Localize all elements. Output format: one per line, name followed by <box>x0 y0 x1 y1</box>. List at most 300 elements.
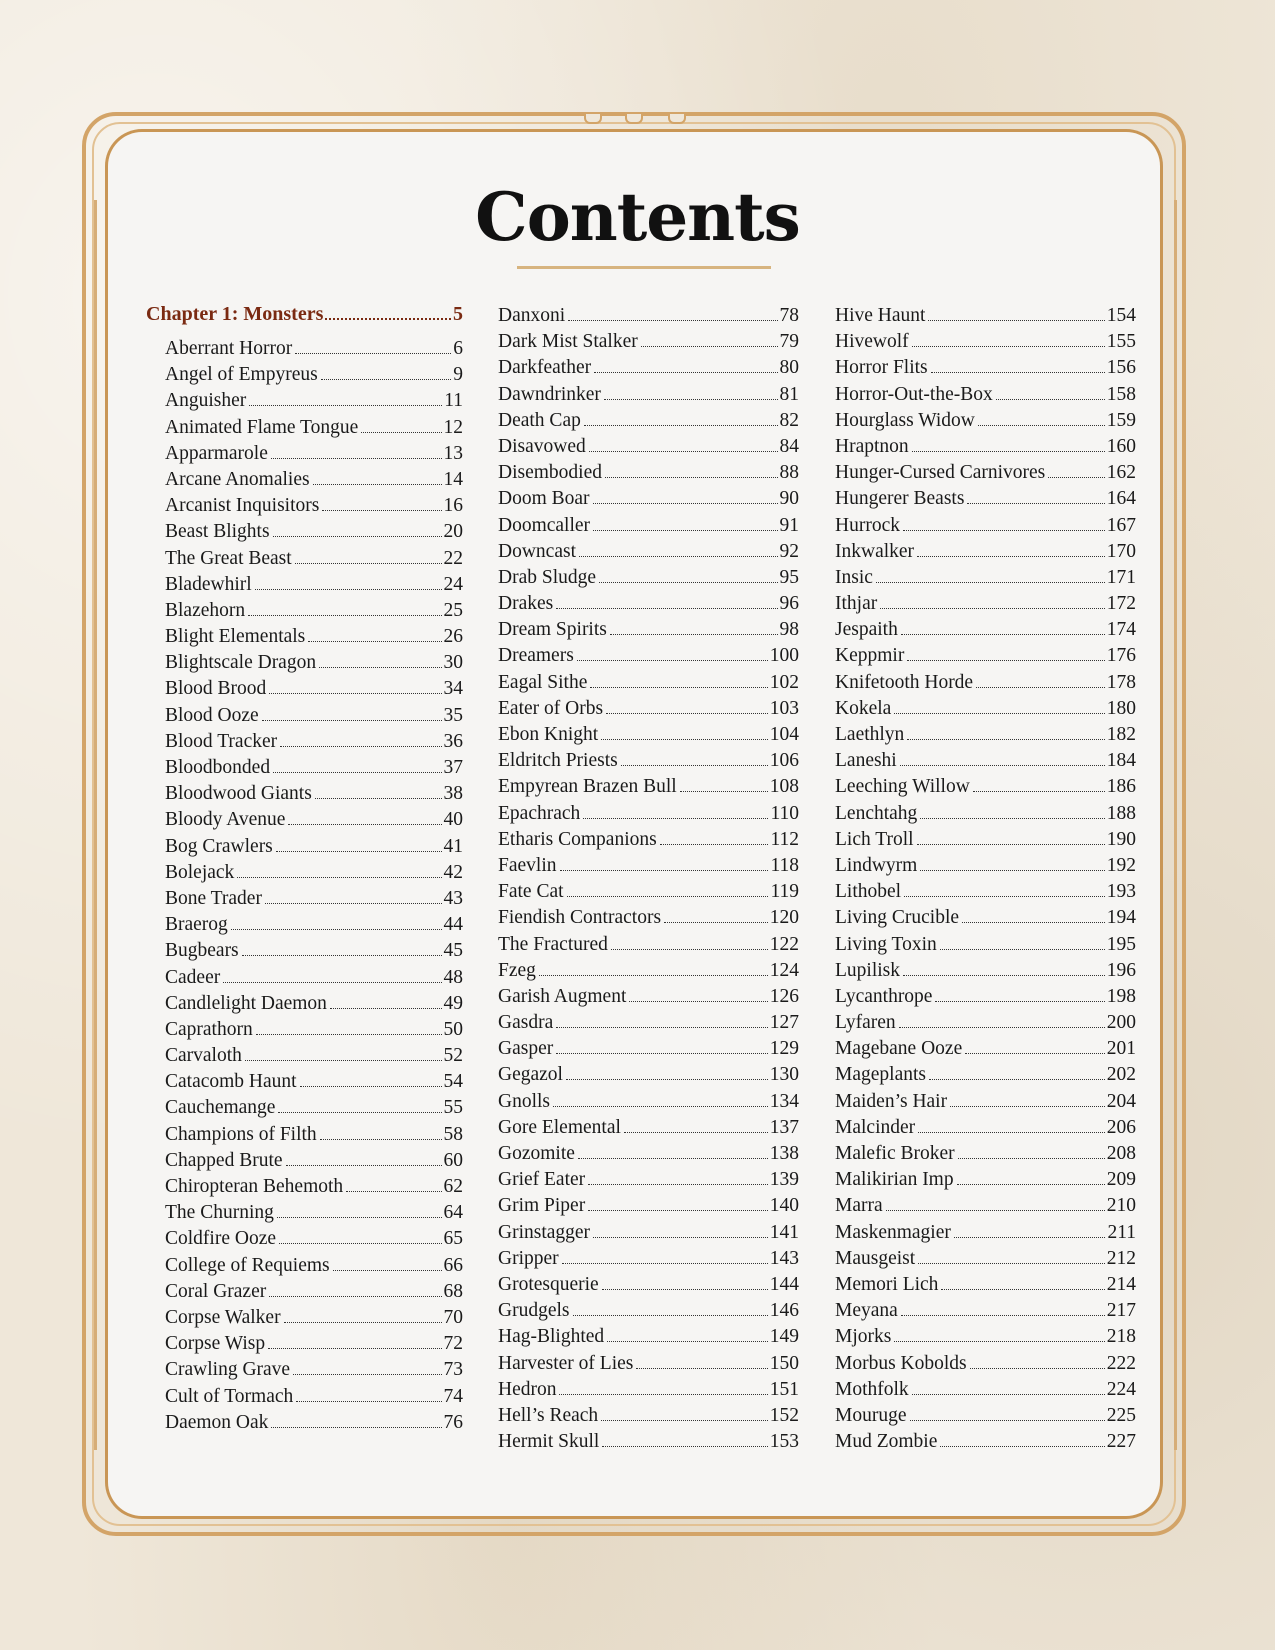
toc-entry[interactable] <box>498 1429 799 1455</box>
toc-entry[interactable] <box>835 748 1136 774</box>
toc-entry-title: The Churning <box>165 1202 274 1224</box>
dot-leader <box>278 1112 441 1113</box>
toc-entry[interactable] <box>498 303 799 329</box>
dot-leader <box>962 922 1105 923</box>
toc-column-1 <box>146 303 463 1436</box>
toc-entry[interactable] <box>498 984 799 1010</box>
toc-entry-title: Hunger-Cursed Carnivores <box>835 462 1046 484</box>
dot-leader <box>641 346 778 347</box>
toc-entry[interactable] <box>498 801 799 827</box>
toc-entry-page: 14 <box>443 468 463 490</box>
toc-entry-title: Apparmarole <box>165 442 268 464</box>
toc-entry-page: 180 <box>1106 697 1136 719</box>
dot-leader <box>664 922 768 923</box>
toc-entry[interactable] <box>835 801 1136 827</box>
toc-entry[interactable] <box>835 696 1136 722</box>
toc-entry[interactable] <box>146 886 463 912</box>
toc-entry[interactable] <box>146 965 463 991</box>
toc-entry-title: Anguisher <box>165 390 247 412</box>
toc-entry-page: 134 <box>769 1090 799 1112</box>
toc-entry[interactable] <box>498 1220 799 1246</box>
toc-entry-title: Death Cap <box>498 409 581 431</box>
dot-leader <box>273 536 442 537</box>
toc-entry-title: Grief Eater <box>498 1169 586 1191</box>
toc-entry-page: 182 <box>1106 724 1136 745</box>
toc-entry[interactable] <box>835 722 1136 748</box>
toc-entry[interactable] <box>498 1089 799 1115</box>
dot-leader <box>361 432 441 433</box>
toc-entry-title: Danxoni <box>498 305 566 326</box>
frame-notch-top-right <box>668 114 686 124</box>
toc-entry-title: Harvester of Lies <box>498 1352 634 1374</box>
toc-entry[interactable] <box>498 879 799 905</box>
toc-entry[interactable] <box>835 1193 1136 1219</box>
toc-entry[interactable] <box>498 905 799 931</box>
toc-entry-title: Arcane Anomalies <box>165 468 310 490</box>
dot-leader <box>894 713 1104 714</box>
toc-entry[interactable] <box>146 1148 463 1174</box>
toc-entry-page: 43 <box>443 887 463 909</box>
toc-entry[interactable] <box>146 807 463 833</box>
toc-entry[interactable] <box>498 329 799 355</box>
toc-entry-page: 22 <box>443 547 463 569</box>
toc-entry[interactable] <box>498 1115 799 1141</box>
toc-entry[interactable] <box>146 388 463 414</box>
toc-entry[interactable] <box>498 1298 799 1324</box>
toc-entry[interactable] <box>498 670 799 696</box>
toc-entry-title: Blazehorn <box>165 599 246 621</box>
toc-entry-title: Faevlin <box>498 854 557 876</box>
dot-leader <box>300 1086 442 1087</box>
toc-entry[interactable] <box>146 1384 463 1410</box>
toc-entry-page: 160 <box>1106 435 1136 457</box>
toc-entry-title: Lindwyrm <box>835 854 918 876</box>
dot-leader <box>269 1296 441 1297</box>
toc-entry-page: 92 <box>779 540 799 562</box>
toc-entry-title: Disavowed <box>498 435 586 457</box>
toc-entry[interactable] <box>835 1246 1136 1272</box>
toc-entry-page: 176 <box>1106 645 1136 667</box>
toc-entry[interactable] <box>835 827 1136 853</box>
dot-leader <box>918 1263 1105 1264</box>
dot-leader <box>599 582 777 583</box>
toc-entry[interactable] <box>835 643 1136 669</box>
toc-entry-page: 152 <box>769 1404 799 1426</box>
dot-leader <box>268 1348 441 1349</box>
dot-leader <box>265 903 442 904</box>
toc-entry-title: Magebane Ooze <box>835 1038 963 1060</box>
toc-entry-title: Hivewolf <box>835 331 909 353</box>
toc-entry[interactable] <box>498 434 799 460</box>
dot-leader <box>958 1158 1105 1159</box>
toc-entry[interactable] <box>835 670 1136 696</box>
toc-entry-title: Dream Spirits <box>498 619 607 641</box>
toc-entry[interactable] <box>835 1403 1136 1429</box>
toc-entry[interactable] <box>146 598 463 624</box>
dot-leader <box>901 1315 1105 1316</box>
toc-entry[interactable] <box>498 932 799 958</box>
toc-entry-title: Mjorks <box>835 1326 892 1348</box>
toc-entry[interactable] <box>498 1036 799 1062</box>
toc-entry-page: 64 <box>443 1202 463 1224</box>
toc-entry-title: Maiden’s Hair <box>835 1090 948 1112</box>
toc-entry-page: 35 <box>443 704 463 726</box>
toc-entry[interactable] <box>146 624 463 650</box>
toc-entry-page: 37 <box>443 757 463 778</box>
toc-entry-page: 106 <box>769 750 799 772</box>
toc-entry[interactable] <box>498 1010 799 1036</box>
toc-entry[interactable] <box>835 774 1136 800</box>
toc-entry[interactable] <box>146 336 463 362</box>
dot-leader <box>941 1289 1104 1290</box>
toc-entry[interactable] <box>146 834 463 860</box>
toc-entry-title: Dreamers <box>498 645 574 667</box>
toc-entry[interactable] <box>835 408 1136 434</box>
toc-entry[interactable] <box>498 486 799 512</box>
toc-entry-page: 130 <box>769 1064 799 1086</box>
dot-leader <box>629 1001 767 1002</box>
toc-entry-page: 212 <box>1106 1247 1136 1269</box>
toc-entry-page: 137 <box>769 1116 799 1138</box>
toc-entry[interactable] <box>835 434 1136 460</box>
toc-entry[interactable] <box>498 748 799 774</box>
toc-entry-page: 138 <box>769 1143 799 1164</box>
toc-entry[interactable] <box>498 355 799 381</box>
toc-entry-title: Fiendish Contractors <box>498 907 662 929</box>
toc-entry-title: Keppmir <box>835 645 905 667</box>
toc-entry[interactable] <box>498 460 799 486</box>
toc-entry-title: Hag-Blighted <box>498 1326 605 1348</box>
frame-notch-top-left <box>584 114 602 124</box>
dot-leader <box>610 634 778 635</box>
toc-entry[interactable] <box>498 643 799 669</box>
toc-entry-title: Bladewhirl <box>165 573 252 595</box>
dot-leader <box>255 589 442 590</box>
toc-entry-title: Blood Ooze <box>165 704 259 726</box>
toc-entry-title: Mouruge <box>835 1404 907 1426</box>
toc-entry[interactable] <box>146 860 463 886</box>
toc-entry-page: 6 <box>453 338 463 359</box>
toc-entry-page: 24 <box>443 573 463 595</box>
toc-entry-page: 38 <box>443 783 463 805</box>
toc-entry-title: Hraptnon <box>835 435 909 457</box>
toc-entry[interactable] <box>835 1141 1136 1167</box>
toc-entry[interactable] <box>146 1410 463 1436</box>
toc-entry[interactable] <box>498 774 799 800</box>
toc-entry-page: 129 <box>769 1038 799 1060</box>
toc-entry-title: Doom Boar <box>498 488 590 510</box>
toc-entry-title: Leeching Willow <box>835 776 970 798</box>
toc-entry[interactable] <box>835 1272 1136 1298</box>
toc-entry-title: Gripper <box>498 1247 559 1269</box>
toc-entry-title: Hedron <box>498 1378 557 1400</box>
toc-entry[interactable] <box>835 1115 1136 1141</box>
toc-entry[interactable] <box>146 781 463 807</box>
toc-entry[interactable] <box>146 938 463 964</box>
toc-entry-title: Epachrach <box>498 802 581 824</box>
toc-entry-title: Mothfolk <box>835 1378 909 1400</box>
toc-entry-title: Aberrant Horror <box>165 338 293 359</box>
toc-entry[interactable] <box>498 1062 799 1088</box>
toc-entry-title: Blightscale Dragon <box>165 652 317 674</box>
toc-entry-title: Meyana <box>835 1300 898 1322</box>
toc-entry-title: Downcast <box>498 540 576 562</box>
dot-leader <box>912 1394 1105 1395</box>
toc-entry[interactable] <box>835 1324 1136 1350</box>
dot-leader <box>973 791 1105 792</box>
toc-entry[interactable] <box>498 591 799 617</box>
dot-leader <box>957 1184 1105 1185</box>
toc-entry[interactable] <box>835 382 1136 408</box>
toc-entry[interactable] <box>498 1324 799 1350</box>
toc-entry-page: 25 <box>443 599 463 621</box>
toc-entry[interactable] <box>835 565 1136 591</box>
dot-leader <box>539 975 768 976</box>
toc-entry-title: Blood Brood <box>165 678 267 700</box>
toc-entry[interactable] <box>835 460 1136 486</box>
toc-entry-page: 104 <box>769 724 799 745</box>
toc-entry[interactable] <box>835 1089 1136 1115</box>
dot-leader <box>308 641 441 642</box>
toc-entry[interactable] <box>835 539 1136 565</box>
toc-entry-title: Animated Flame Tongue <box>165 416 359 438</box>
dot-leader <box>935 1001 1104 1002</box>
toc-entry[interactable] <box>146 362 463 388</box>
toc-entry-title: Bolejack <box>165 861 235 883</box>
toc-entry[interactable] <box>146 519 463 545</box>
dot-leader <box>237 877 441 878</box>
toc-entry[interactable] <box>498 513 799 539</box>
dot-leader <box>242 955 442 956</box>
toc-entry[interactable] <box>498 722 799 748</box>
toc-entry-page: 74 <box>443 1385 463 1407</box>
toc-entry-page: 154 <box>1106 305 1136 326</box>
toc-entry[interactable] <box>835 853 1136 879</box>
toc-entry[interactable] <box>498 1403 799 1429</box>
toc-entry[interactable] <box>498 958 799 984</box>
dot-leader <box>325 318 451 320</box>
toc-entry[interactable] <box>835 1036 1136 1062</box>
toc-entry-title: Horror-Out-the-Box <box>835 383 993 405</box>
toc-entry-title: Chapped Brute <box>165 1149 283 1171</box>
toc-entry-page: 214 <box>1106 1273 1136 1295</box>
toc-entry[interactable] <box>835 591 1136 617</box>
chapter-heading[interactable] <box>146 303 463 336</box>
dot-leader <box>660 844 769 845</box>
toc-entry-title: Darkfeather <box>498 357 592 379</box>
chapter-page: 5 <box>453 303 463 325</box>
dot-leader <box>900 765 1105 766</box>
toc-entry-page: 58 <box>443 1123 463 1145</box>
toc-entry[interactable] <box>146 546 463 572</box>
toc-entry[interactable] <box>146 755 463 781</box>
toc-entry-page: 103 <box>769 697 799 719</box>
toc-entry[interactable] <box>146 1174 463 1200</box>
dot-leader <box>280 746 441 747</box>
toc-entry[interactable] <box>835 958 1136 984</box>
toc-entry-title: Lupilisk <box>835 959 901 981</box>
toc-entry[interactable] <box>146 1226 463 1252</box>
toc-entry[interactable] <box>146 1253 463 1279</box>
toc-entry-page: 45 <box>443 940 463 962</box>
toc-entry[interactable] <box>835 984 1136 1010</box>
toc-entry[interactable] <box>498 1246 799 1272</box>
toc-entry[interactable] <box>835 1167 1136 1193</box>
toc-entry[interactable] <box>146 1017 463 1043</box>
dot-leader <box>903 530 1105 531</box>
dot-leader <box>912 346 1105 347</box>
toc-entry-page: 54 <box>443 1071 463 1093</box>
toc-entry[interactable] <box>146 991 463 1017</box>
toc-entry[interactable] <box>835 1220 1136 1246</box>
dot-leader <box>588 1210 768 1211</box>
toc-entry[interactable] <box>146 729 463 755</box>
toc-entry[interactable] <box>835 1298 1136 1324</box>
dot-leader <box>562 1263 768 1264</box>
dot-leader <box>245 1060 442 1061</box>
toc-entry-title: Eagal Sithe <box>498 671 588 693</box>
toc-entry[interactable] <box>146 676 463 702</box>
dot-leader <box>602 1446 767 1447</box>
toc-entry[interactable] <box>498 382 799 408</box>
toc-entry[interactable] <box>835 1429 1136 1455</box>
toc-entry[interactable] <box>835 303 1136 329</box>
toc-entry[interactable] <box>146 493 463 519</box>
toc-entry[interactable] <box>146 467 463 493</box>
toc-entry-page: 151 <box>769 1378 799 1400</box>
dot-leader <box>321 379 452 380</box>
toc-entry[interactable] <box>146 441 463 467</box>
toc-entry[interactable] <box>146 1069 463 1095</box>
dot-leader <box>910 1420 1105 1421</box>
toc-entry-title: Gasper <box>498 1038 554 1060</box>
toc-entry-page: 84 <box>779 435 799 457</box>
dot-leader <box>293 1374 441 1375</box>
dot-leader <box>579 556 778 557</box>
toc-entry-title: Garish Augment <box>498 985 627 1007</box>
toc-entry[interactable] <box>498 696 799 722</box>
toc-entry[interactable] <box>498 1193 799 1219</box>
toc-entry[interactable] <box>835 355 1136 381</box>
toc-entry[interactable] <box>146 912 463 938</box>
toc-entry[interactable] <box>146 703 463 729</box>
toc-entry-title: Disembodied <box>498 462 602 484</box>
dot-leader <box>607 1341 768 1342</box>
toc-entry[interactable] <box>835 1351 1136 1377</box>
toc-entry-title: Gasdra <box>498 1012 554 1034</box>
toc-entry[interactable] <box>146 415 463 441</box>
toc-entry-title: Bloody Avenue <box>165 809 286 831</box>
toc-entry-title: Gozomite <box>498 1143 575 1164</box>
toc-entry[interactable] <box>146 572 463 598</box>
toc-entry[interactable] <box>835 905 1136 931</box>
toc-entry[interactable] <box>146 1279 463 1305</box>
toc-entry[interactable] <box>498 539 799 565</box>
toc-entry[interactable] <box>498 565 799 591</box>
dot-leader <box>556 1053 768 1054</box>
toc-entry-title: Catacomb Haunt <box>165 1071 297 1093</box>
toc-entry-title: Etharis Companions <box>498 828 657 850</box>
toc-entry[interactable] <box>835 1062 1136 1088</box>
toc-entry[interactable] <box>835 879 1136 905</box>
dot-leader <box>577 660 768 661</box>
toc-entry[interactable] <box>835 1377 1136 1403</box>
toc-entry[interactable] <box>498 1377 799 1403</box>
toc-entry-page: 184 <box>1106 750 1136 772</box>
toc-entry-title: Angel of Empyreus <box>165 364 318 386</box>
dot-leader <box>286 1165 442 1166</box>
toc-entry[interactable] <box>146 1357 463 1383</box>
toc-entry-page: 79 <box>779 331 799 353</box>
toc-entry[interactable] <box>146 1305 463 1331</box>
toc-entry-title: Kokela <box>835 697 892 719</box>
toc-entry[interactable] <box>146 1043 463 1069</box>
toc-entry-page: 141 <box>769 1221 799 1243</box>
dot-leader <box>917 844 1105 845</box>
dot-leader <box>931 372 1105 373</box>
toc-entry-page: 153 <box>769 1431 799 1453</box>
toc-entry[interactable] <box>498 1272 799 1298</box>
toc-entry-title: Grinstagger <box>498 1221 591 1243</box>
toc-entry[interactable] <box>498 1351 799 1377</box>
toc-entry[interactable] <box>498 1141 799 1167</box>
toc-entry[interactable] <box>835 329 1136 355</box>
toc-entry-title: Laethlyn <box>835 724 905 745</box>
dot-leader <box>967 503 1104 504</box>
toc-entry[interactable] <box>835 1010 1136 1036</box>
toc-entry[interactable] <box>498 408 799 434</box>
toc-entry-page: 127 <box>769 1012 799 1034</box>
toc-entry[interactable] <box>146 1095 463 1121</box>
toc-entry[interactable] <box>146 650 463 676</box>
toc-entry-title: Blight Elementals <box>165 626 306 648</box>
toc-entry[interactable] <box>498 1167 799 1193</box>
toc-entry[interactable] <box>498 827 799 853</box>
toc-entry-page: 88 <box>779 462 799 484</box>
toc-entry-page: 146 <box>769 1300 799 1322</box>
dot-leader <box>223 982 441 983</box>
toc-entry[interactable] <box>498 853 799 879</box>
toc-entry-title: Lithobel <box>835 881 902 903</box>
toc-entry[interactable] <box>498 617 799 643</box>
dot-leader <box>929 1079 1105 1080</box>
dot-leader <box>907 660 1104 661</box>
toc-entry-page: 9 <box>453 364 463 386</box>
toc-entry[interactable] <box>835 513 1136 539</box>
toc-entry-title: Bloodwood Giants <box>165 783 312 805</box>
dot-leader <box>940 949 1105 950</box>
toc-entry-page: 156 <box>1106 357 1136 379</box>
toc-entry-page: 122 <box>769 933 799 955</box>
toc-entry[interactable] <box>146 1331 463 1357</box>
toc-entry[interactable] <box>835 617 1136 643</box>
dot-leader <box>601 1420 768 1421</box>
toc-entry-title: Grudgels <box>498 1300 570 1322</box>
toc-entry[interactable] <box>146 1122 463 1148</box>
toc-entry[interactable] <box>835 486 1136 512</box>
toc-entry[interactable] <box>146 1200 463 1226</box>
frame-rail-right <box>1174 200 1177 1450</box>
toc-entry[interactable] <box>835 932 1136 958</box>
toc-entry-title: Dark Mist Stalker <box>498 331 638 353</box>
toc-entry-page: 13 <box>443 442 463 464</box>
dot-leader <box>269 693 441 694</box>
toc-entry-title: Mausgeist <box>835 1247 916 1269</box>
dot-leader <box>584 425 778 426</box>
toc-entry-page: 140 <box>769 1195 799 1217</box>
toc-entry-title: Drab Sludge <box>498 566 597 588</box>
dot-leader <box>606 713 768 714</box>
